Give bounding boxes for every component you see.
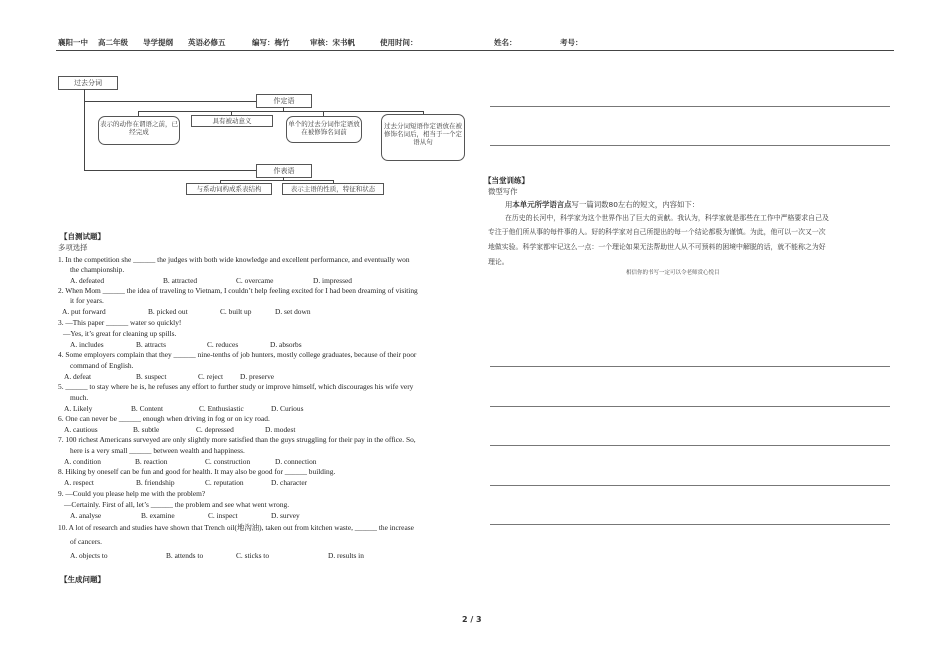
question-2-option-a[interactable]: A. put forward (62, 307, 106, 316)
answer-line-1[interactable] (490, 106, 890, 107)
question-8-stem: 8. Hiking by oneself can be fun and good for health. It may also be good for ______ building. (58, 467, 336, 476)
diagram-attr-stem (283, 107, 284, 111)
practice-prompt-bold: 本单元所学语言点 (512, 200, 572, 209)
question-1-option-b[interactable]: B. attracted (163, 276, 198, 285)
question-5-option-b[interactable]: B. Content (131, 404, 164, 413)
question-7-stem-cont: here is a very small ______ between wealth and happiness. (70, 446, 245, 455)
question-1-option-c[interactable]: C. overcame (236, 276, 274, 285)
problems-title: 【生成问题】 (60, 575, 105, 584)
diagram-attr-child-3: 单个的过去分词作定语放在被修饰名词前 (286, 116, 362, 143)
diagram-branch-attr (84, 101, 256, 102)
question-5-stem: 5. ______ to stay where he is, he refuses any effort to further study or improve himself, which discourages his wife very (58, 382, 414, 391)
question-9-option-b[interactable]: B. examine (141, 511, 175, 520)
practice-prompt-pre: 用 (505, 200, 513, 209)
header-school: 襄阳一中 (58, 38, 88, 47)
question-2-stem: 2. When Mom ______ the idea of traveling to Vietnam, I couldn’t help feeling excited for I had been dreaming of visiting (58, 286, 418, 295)
question-2-option-c[interactable]: C. built up (220, 307, 252, 316)
question-4-stem: 4. Some employers complain that they ______ nine-tenths of job hunters, mostly college graduates, because of their poor (58, 350, 417, 359)
question-7-option-a[interactable]: A. condition (64, 457, 101, 466)
question-3-option-d[interactable]: D. absorbs (270, 340, 302, 349)
question-1-stem-cont: the championship. (70, 265, 125, 274)
question-10-stem-cont: of cancers. (70, 537, 103, 546)
header-reviewer: 审核：宋书帆 (310, 38, 355, 47)
question-10-option-d[interactable]: D. results in (328, 551, 364, 560)
writing-line-5[interactable] (490, 524, 890, 525)
diagram-pred-child-1: 与系动词构成系表结构 (186, 183, 272, 195)
writing-line-2[interactable] (490, 406, 890, 407)
practice-subtitle: 微型写作 (488, 187, 518, 196)
header-grade: 高二年级 (98, 38, 128, 47)
question-5-option-d[interactable]: D. Curious (271, 404, 304, 413)
diagram-root: 过去分词 (58, 76, 118, 90)
question-9-option-c[interactable]: C. inspect (208, 511, 238, 520)
question-9-stem-cont: —Certainly. First of all, let’s ______ the problem and see what went wrong. (64, 500, 290, 509)
question-10-option-c[interactable]: C. sticks to (236, 551, 270, 560)
question-3-option-a[interactable]: A. includes (70, 340, 104, 349)
question-9-option-d[interactable]: D. survey (271, 511, 300, 520)
question-2-option-b[interactable]: B. picked out (148, 307, 188, 316)
practice-prompt (505, 199, 699, 210)
question-6-option-a[interactable]: A. cautious (64, 425, 98, 434)
header-name: 姓名： (494, 38, 517, 47)
question-6-option-d[interactable]: D. modest (265, 425, 296, 434)
question-1-option-a[interactable]: A. defeated (70, 276, 105, 285)
question-7-option-d[interactable]: D. connection (275, 457, 317, 466)
practice-para-line-3: 地做实验。科学家都牢记这么一点：一个理论如果无法帮助世人从不可预料的困境中解脱的话，就不能称之为好 (488, 243, 826, 251)
header-subject: 英语必修五 (188, 38, 226, 47)
question-6-option-b[interactable]: B. subtle (133, 425, 160, 434)
practice-title: 【当堂训练】 (484, 176, 529, 185)
question-8-option-d[interactable]: D. character (271, 478, 308, 487)
question-3-stem-cont: —Yes, it’s great for cleaning up spills. (63, 329, 177, 338)
question-8-option-b[interactable]: B. friendship (136, 478, 175, 487)
writing-line-1[interactable] (490, 366, 890, 367)
question-8-option-c[interactable]: C. reputation (205, 478, 244, 487)
question-4-option-b[interactable]: B. suspect (136, 372, 167, 381)
writing-line-3[interactable] (490, 445, 890, 446)
writing-line-4[interactable] (490, 485, 890, 486)
diagram-branch-pred (84, 170, 256, 171)
page-number: 2 / 3 (462, 615, 482, 624)
diagram-pred-child-2: 表示主语的性质，特征和状态 (282, 183, 384, 195)
self-test-subtitle: 多项选择 (58, 243, 88, 252)
practice-para-line-2: 专注于他们所从事的每件事的人。好的科学家对自己所提出的每一个结论都极为谨慎。为此，他可以一次又一次 (488, 228, 826, 236)
header-author: 编写：梅竹 (252, 38, 290, 47)
practice-para-line-1: 在历史的长河中，科学家为这个世界作出了巨大的贡献。我认为，科学家就是那些在工作中严格要求自己及 (505, 214, 829, 222)
question-4-stem-cont: command of English. (70, 361, 134, 370)
header-rule (56, 50, 894, 51)
diagram-attr-node: 作定语 (256, 94, 312, 108)
question-5-option-c[interactable]: C. Enthusiastic (199, 404, 244, 413)
question-4-option-c[interactable]: C. reject (198, 372, 224, 381)
diagram-pred-hbar (220, 180, 333, 181)
question-2-stem-cont: it for years. (70, 296, 104, 305)
diagram-attr-hbar (138, 111, 423, 112)
question-3-option-b[interactable]: B. attracts (136, 340, 166, 349)
answer-line-2[interactable] (490, 145, 890, 146)
question-6-stem: 6. One can never be ______ enough when driving in fog or on icy road. (58, 414, 270, 423)
question-4-option-d[interactable]: D. preserve (240, 372, 275, 381)
question-7-stem: 7. 100 richest Americans surveyed are only slightly more satisfied than the guys struggling for their pay in the office. So, (58, 435, 416, 444)
header-exam-no: 考号： (560, 38, 583, 47)
question-1-option-d[interactable]: D. impressed (313, 276, 352, 285)
question-5-stem-cont: much. (70, 393, 89, 402)
practice-note: 相信你的书写一定可以令老师赏心悦目 (626, 270, 720, 276)
header-outline: 导学提纲 (143, 38, 173, 47)
question-10-stem: 10. A lot of research and studies have shown that Trench oil(地沟油), taken out from kitchen waste, ______ the increase (58, 523, 414, 532)
question-7-option-c[interactable]: C. construction (205, 457, 251, 466)
diagram-attr-child-4: 过去分词短语作定语放在被修饰名词后，相当于一个定语从句 (381, 114, 465, 161)
self-test-title: 【自测试题】 (60, 232, 105, 241)
practice-prompt-post: 写一篇词数80左右的短文，内容如下： (571, 200, 700, 209)
question-9-stem: 9. —Could you please help me with the problem? (58, 489, 206, 498)
header-use-time: 使用时间： (380, 38, 418, 47)
question-2-option-d[interactable]: D. set down (275, 307, 311, 316)
question-7-option-b[interactable]: B. reaction (135, 457, 168, 466)
practice-para-line-4: 理论。 (488, 258, 509, 266)
diagram-pred-node: 作表语 (256, 164, 312, 178)
diagram-attr-child-2: 具有被动意义 (191, 115, 273, 127)
question-5-option-a[interactable]: A. Likely (64, 404, 93, 413)
question-3-option-c[interactable]: C. reduces (207, 340, 239, 349)
question-6-option-c[interactable]: C. depressed (196, 425, 234, 434)
question-3-stem: 3. —This paper ______ water so quickly! (58, 318, 182, 327)
question-1-stem: 1. In the competition she ______ the judges with both wide knowledge and excellent performance, and eventually won (58, 255, 410, 264)
question-8-option-a[interactable]: A. respect (64, 478, 94, 487)
question-9-option-a[interactable]: A. analyse (70, 511, 102, 520)
question-10-option-a[interactable]: A. objects to (70, 551, 108, 560)
question-4-option-a[interactable]: A. defeat (64, 372, 92, 381)
question-10-option-b[interactable]: B. attends to (166, 551, 204, 560)
diagram-attr-child-1: 表示的动作在谓语之前，已经完成 (98, 116, 180, 145)
